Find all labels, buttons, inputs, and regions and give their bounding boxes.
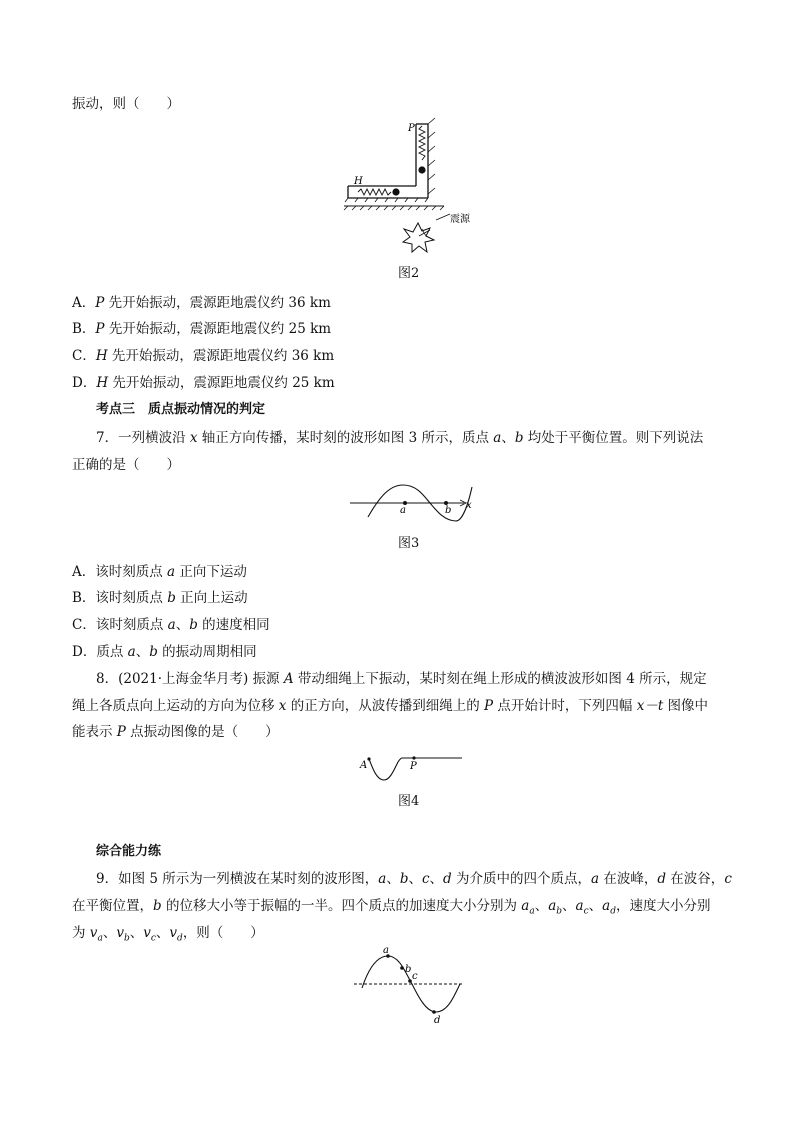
q9-line-3: 为 $v_a$、$v_b$、$v_c$、$v_d$，则（ ） (72, 925, 264, 944)
label-c: c (412, 971, 418, 982)
figure-3-wave (348, 480, 478, 520)
q6-option-a: A．P 先开始振动，震源距地震仪约 36 km (72, 295, 331, 311)
label-seismic-source: 震源 (450, 214, 470, 225)
label-b: b (445, 505, 452, 516)
q7-line-1: 7．一列横波沿 x 轴正方向传播，某时刻的波形如图 3 所示，质点 a、b 均处于平衡位置。则下列说法 (96, 430, 704, 446)
label-p: P (408, 123, 415, 134)
label-p: P (410, 761, 417, 772)
q9-line-1: 9．如图 5 所示为一列横波在某时刻的波形图，a、b、c、d 为介质中的四个质点，a 在波峰，d 在波谷，c (96, 871, 732, 887)
label-h: H (354, 176, 363, 187)
point-b (400, 966, 404, 970)
q6-tail: 振动，则（ ） (72, 96, 180, 112)
label-d: d (434, 1015, 441, 1026)
q9-line-2: 在平衡位置，b 的位移大小等于振幅的一半。四个质点的加速度大小分别为 $a_a$、$a_b$、$a_c$、$a_d$，速度大小分别 (72, 898, 711, 917)
figure-3-caption: 图3 (398, 536, 420, 551)
label-a: a (383, 945, 389, 956)
q7-option-a: A．该时刻质点 a 正向下运动 (72, 564, 247, 580)
q8-line-1: 8．(2021·上海金华月考) 振源 A 带动细绳上下振动，某时刻在绳上形成的横波波形如图 4 所示，规定 (96, 671, 707, 687)
figure-5-wave (350, 945, 470, 1026)
q7-option-b: B．该时刻质点 b 正向上运动 (72, 590, 248, 606)
label-x-axis: x (466, 500, 472, 511)
section-heading-3: 考点三 质点振动情况的判定 (96, 402, 266, 417)
label-a: A (360, 760, 368, 771)
q7-line-2: 正确的是（ ） (72, 457, 180, 473)
figure-2-seismograph (340, 118, 470, 258)
figure-2-caption: 图2 (398, 266, 420, 281)
q8-line-3: 能表示 P 点振动图像的是（ ） (72, 724, 279, 740)
q7-option-c: C．该时刻质点 a、b 的速度相同 (72, 617, 270, 633)
q6-option-b: B．P 先开始振动，震源距地震仪约 25 km (72, 321, 332, 337)
figure-4-rope-wave (356, 752, 466, 786)
point-p (412, 756, 415, 759)
point-d (432, 1010, 436, 1014)
q6-option-d: D．H 先开始振动，震源距地震仪约 25 km (72, 375, 335, 391)
q8-line-2: 绳上各质点向上运动的方向为位移 x 的正方向，从波传播到细绳上的 P 点开始计时，下列四幅 x－t 图像中 (72, 698, 709, 714)
figure-4-caption: 图4 (398, 794, 420, 809)
label-b: b (405, 964, 412, 975)
label-a: a (400, 505, 406, 516)
seismic-source-icon (403, 223, 434, 252)
rope-wave-curve (369, 758, 402, 780)
section-heading-comprehensive: 综合能力练 (96, 844, 162, 859)
q6-option-c: C．H 先开始振动，震源距地震仪约 36 km (72, 348, 335, 364)
q7-option-d: D．质点 a、b 的振动周期相同 (72, 644, 257, 660)
